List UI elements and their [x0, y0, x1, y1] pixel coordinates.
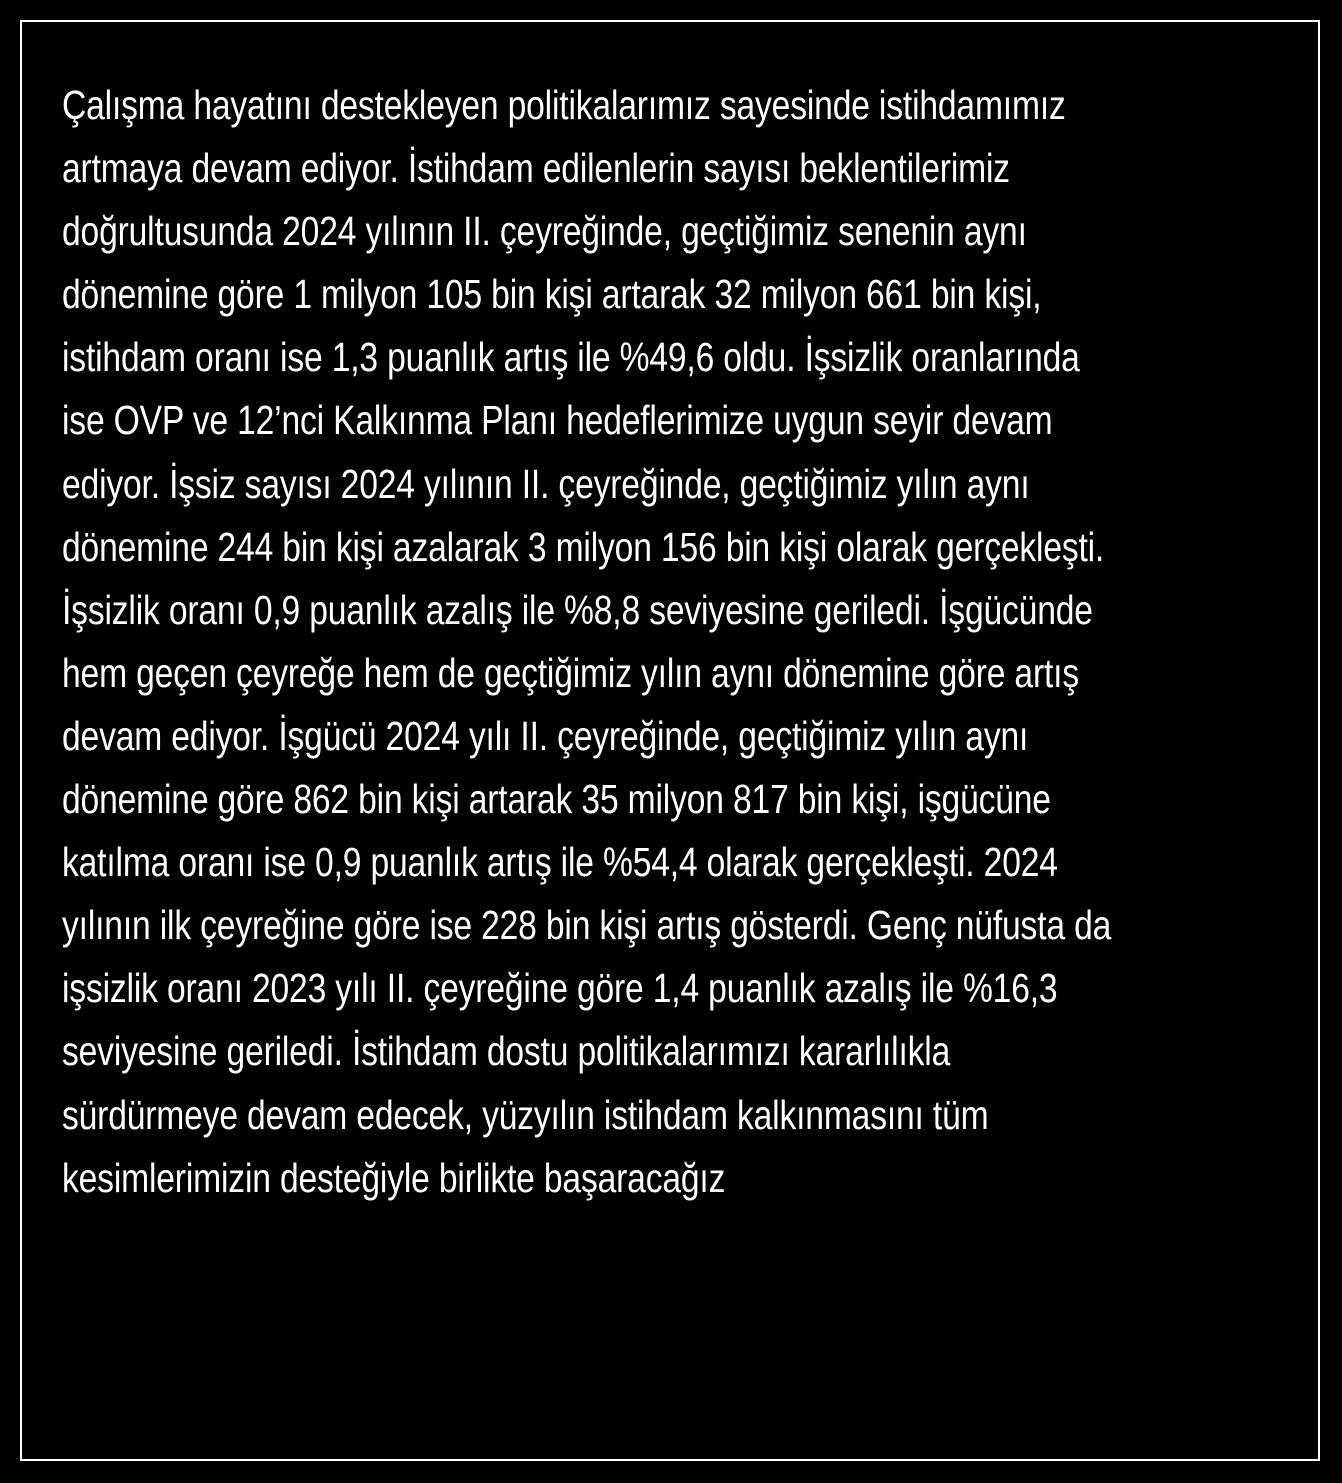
text-line: kesimlerimizin desteğiyle birlikte başaracağız: [62, 1154, 726, 1201]
text-line: katılma oranı ise 0,9 puanlık artış ile %54,4 olarak gerçekleşti. 2024: [62, 839, 1058, 886]
text-line: İşsizlik oranı 0,9 puanlık azalış ile %8,8 seviyesine geriledi. İşgücünde: [62, 586, 1093, 633]
text-line: sürdürmeye devam edecek, yüzyılın istihdam kalkınmasını tüm: [62, 1091, 989, 1138]
text-line: doğrultusunda 2024 yılının II. çeyreğinde, geçtiğimiz senenin aynı: [62, 208, 1027, 255]
text-line: dönemine göre 862 bin kişi artarak 35 milyon 817 bin kişi, işgücüne: [62, 776, 1051, 823]
statement-paragraph: [62, 74, 1341, 1210]
text-line: ediyor. İşsiz sayısı 2024 yılının II. çeyreğinde, geçtiğimiz yılın aynı: [62, 460, 1030, 507]
text-line: dönemine göre 1 milyon 105 bin kişi artarak 32 milyon 661 bin kişi,: [62, 271, 1042, 318]
text-line: istihdam oranı ise 1,3 puanlık artış ile %49,6 oldu. İşsizlik oranlarında: [62, 334, 1080, 381]
text-line: artmaya devam ediyor. İstihdam edilenlerin sayısı beklentilerimiz: [62, 145, 1010, 192]
text-line: işsizlik oranı 2023 yılı II. çeyreğine göre 1,4 puanlık azalış ile %16,3: [62, 965, 1058, 1012]
text-line: hem geçen çeyreğe hem de geçtiğimiz yılın aynı dönemine göre artış: [62, 649, 1080, 696]
text-line: yılının ilk çeyreğine göre ise 228 bin kişi artış gösterdi. Genç nüfusta da: [62, 902, 1112, 949]
text-line: seviyesine geriledi. İstihdam dostu politikalarımızı kararlılıkla: [62, 1028, 951, 1075]
text-line: dönemine 244 bin kişi azalarak 3 milyon 156 bin kişi olarak gerçekleşti.: [62, 523, 1105, 570]
text-line: Çalışma hayatını destekleyen politikalarımız sayesinde istihdamımız: [62, 82, 1066, 128]
text-line: devam ediyor. İşgücü 2024 yılı II. çeyreğinde, geçtiğimiz yılın aynı: [62, 712, 1029, 759]
text-line: ise OVP ve 12’nci Kalkınma Planı hedeflerimize uygun seyir devam: [62, 397, 1053, 444]
